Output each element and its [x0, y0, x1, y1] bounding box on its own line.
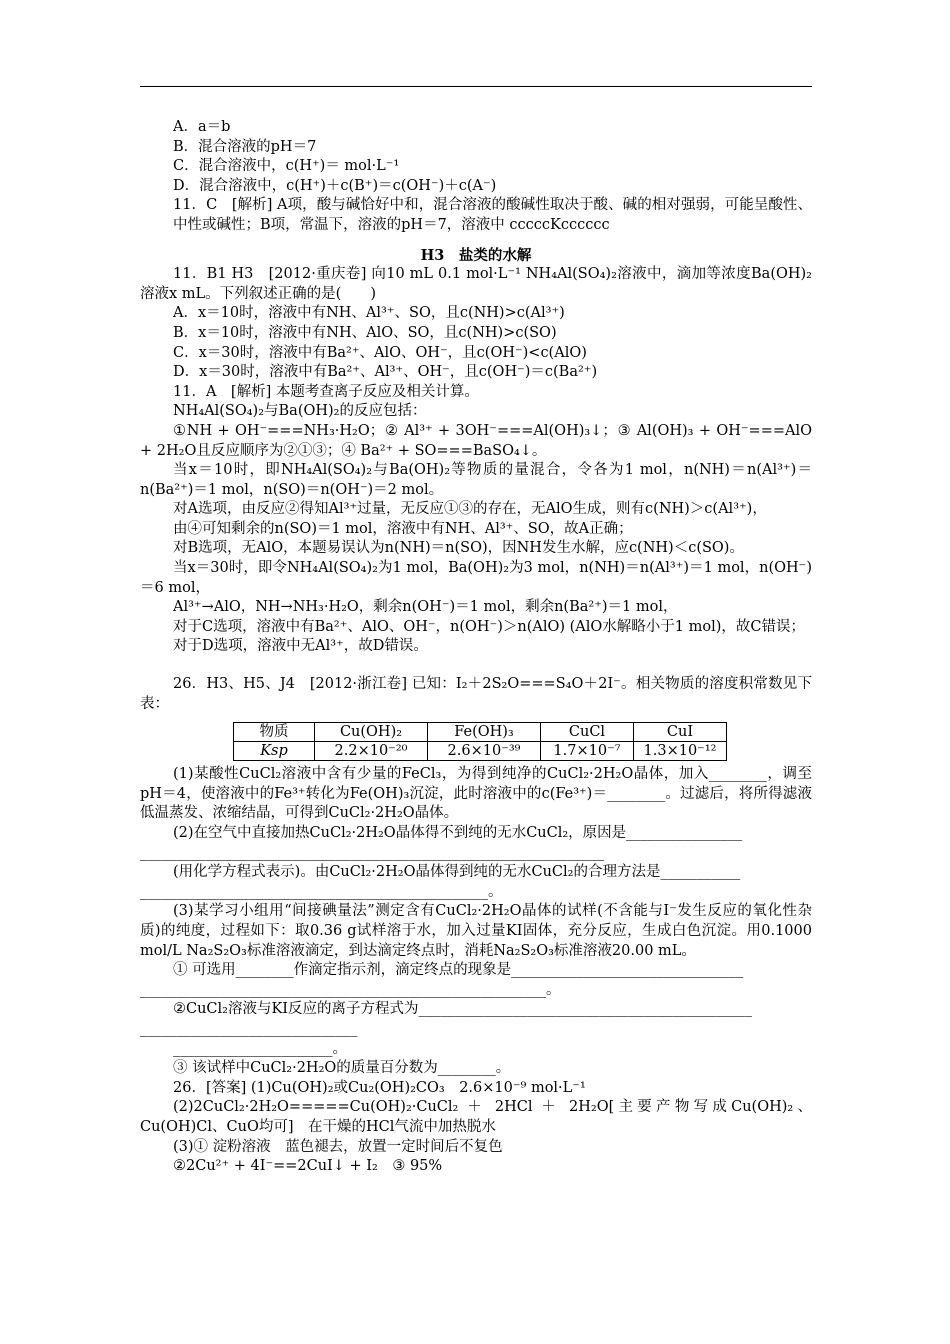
q26-blank-line: ________________________________________________________。: [140, 981, 561, 998]
q11-analysis-line: 当x＝10时，即NH₄Al(SO₄)₂与Ba(OH)₂等物质的量混合，令各为1 mol，n(NH)＝n(Al³⁺)＝n(Ba²⁺)＝1 mol，n(SO)＝n(OH⁻)＝2 mol。: [140, 462, 812, 498]
q11-analysis-line: 对A选项，由反应②得知Al³⁺过量，无反应①③的存在，无AlO生成，则有c(NH)＞c(Al³⁺)，: [173, 501, 767, 518]
q26-blank-line: ________________________________________________。: [140, 883, 503, 900]
answer-26-line: (2)2CuCl₂·2H₂O=====Cu(OH)₂·CuCl₂ ＋ 2HCl ＋ 2H₂O[主要产物写成Cu(OH)₂、Cu(OH)Cl、CuO均可] 在干燥的HCl气流中加热脱水: [140, 1099, 812, 1135]
answer-26-line: (3)① 淀粉溶液 蓝色褪去，放置一定时间后不复色: [173, 1138, 503, 1155]
document-body: [140, 118, 812, 1177]
table-header-cell: CuI: [634, 723, 727, 742]
table-header-row: [234, 723, 727, 742]
table-cell: 2.2×10⁻²⁰: [315, 742, 428, 761]
table-header-cell: Fe(OH)₃: [428, 723, 541, 742]
q11-analysis-line: 对于D选项，溶液中无Al³⁺，故D错误。: [173, 638, 428, 655]
q11-option-d: D．x＝30时，溶液中有Ba²⁺、Al³⁺、OH⁻，且c(OH⁻)＝c(Ba²⁺): [173, 364, 598, 381]
q26-part-3-1: ① 可选用________作滴定指示剂，滴定终点的现象是________________________________: [173, 962, 744, 979]
section-title: H3 盐类的水解: [420, 246, 532, 264]
table-cell: 1.3×10⁻¹²: [634, 742, 727, 761]
answer-26-line: ②2Cu²⁺ + 4I⁻==2CuI↓ + I₂ ③ 95%: [173, 1158, 443, 1175]
q11-analysis-line: 对B选项，无AlO，本题易误认为n(NH)＝n(SO)，因NH发生水解，应c(NH)＜c(SO)。: [173, 540, 744, 557]
table-cell: 2.6×10⁻³⁹: [428, 742, 541, 761]
option-b: B．混合溶液的pH＝7: [173, 138, 317, 155]
q11-analysis-line: 对于C选项，溶液中有Ba²⁺、AlO、OH⁻，n(OH⁻)＞n(AlO) (AlO水解略小于1 mol)，故C错误；: [173, 618, 805, 635]
ksp-table: [233, 722, 727, 761]
q26-blank-line: ______________________。: [173, 1040, 347, 1057]
table-cell: 1.7×10⁻⁷: [541, 742, 634, 761]
q26-blank-line: ________________________________________________________________: [140, 844, 604, 861]
q26-blank-line: ______________________________: [140, 1020, 358, 1037]
q11-analysis-line: ①NH + OH⁻===NH₃·H₂O；② Al³⁺ + 3OH⁻===Al(OH)₃↓；③ Al(OH)₃ + OH⁻===AlO + 2H₂O且反应顺序为②①③；④ Ba²⁺ + SO===BaSO₄↓。: [140, 422, 812, 459]
question-26-stem: 26．H3、H5、J4 [2012·浙江卷] 已知：I₂＋2S₂O===S₄O＋2I⁻。相关物质的溶度积常数见下表：: [140, 676, 812, 712]
option-a: A．a＝b: [173, 119, 231, 135]
header-rule: [140, 86, 812, 87]
q11-analysis-line: Al³⁺→AlO，NH→NH₃·H₂O，剩余n(OH⁻)＝1 mol，剩余n(Ba²⁺)＝1 mol，: [173, 599, 678, 616]
q11-option-b: B．x＝10时，溶液中有NH、AlO、SO，且c(NH)>c(SO): [173, 324, 557, 341]
q11-analysis-line: NH₄Al(SO₄)₂与Ba(OH)₂的反应包括：: [173, 403, 427, 420]
q11-option-c: C．x＝30时，溶液中有Ba²⁺、AlO、OH⁻，且c(OH⁻)<c(AlO): [173, 344, 587, 361]
q11-analysis-line: 由④可知剩余的n(SO)＝1 mol，溶液中有NH、Al³⁺、SO，故A正确；: [173, 520, 633, 537]
q26-part-2-method: (用化学方程式表示)。由CuCl₂·2H₂O晶体得到纯的无水CuCl₂的合理方法是___________: [173, 864, 741, 881]
q26-part-3-2: ②CuCl₂溶液与KI反应的离子方程式为______________________________________________: [173, 1001, 753, 1018]
table-header-cell: CuCl: [541, 723, 634, 742]
answer-11-analysis: 11．C [解析] A项，酸与碱恰好中和，混合溶液的酸碱性取决于酸、碱的相对强弱，可能呈酸性、中性或碱性；B项，常温下，溶液的pH＝7，溶液中 cccccKcccccc: [173, 197, 812, 233]
q26-part-2: (2)在空气中直接加热CuCl₂·2H₂O晶体得不到纯的无水CuCl₂，原因是________________: [173, 825, 743, 841]
q11-analysis-line: 11．A [解析] 本题考查离子反应及相关计算。: [173, 383, 479, 400]
q11-analysis-line: 当x＝30时，即令NH₄Al(SO₄)₂为1 mol，Ba(OH)₂为3 mol，n(NH)＝n(Al³⁺)＝1 mol，n(OH⁻)＝6 mol，: [140, 560, 812, 596]
q26-part-3: (3)某学习小组用“间接碘量法”测定含有CuCl₂·2H₂O晶体的试样(不含能与I⁻发生反应的氧化性杂质)的纯度，过程如下：取0.36 g试样溶于水，加入过量KI固体，充分反应，生成白色沉淀。用0.1000 mol/L Na₂S₂O₃标准溶液滴定，到达滴定终点时，消耗Na₂S₂O₃标准溶液20.00 mL。: [140, 903, 812, 959]
table-cell: Ksp: [234, 742, 315, 761]
question-11-stem: 11．B1 H3 [2012·重庆卷] 向10 mL 0.1 mol·L⁻¹ NH₄Al(SO₄)₂溶液中，滴加等浓度Ba(OH)₂溶液x mL。下列叙述正确的是( ): [140, 266, 812, 302]
q26-part-1: (1)某酸性CuCl₂溶液中含有少量的FeCl₃，为得到纯净的CuCl₂·2H₂O晶体，加入________，调至pH＝4，使溶液中的Fe³⁺转化为Fe(OH)₃沉淀，此时溶液中的c(Fe³⁺)＝________。过滤后，将所得滤液低温蒸发、浓缩结晶，可得到CuCl₂·2H₂O晶体。: [140, 766, 812, 822]
answer-26-line: 26．[答案] (1)Cu(OH)₂或Cu₂(OH)₂CO₃ 2.6×10⁻⁹ mol·L⁻¹: [173, 1079, 586, 1096]
q11-option-a: A．x＝10时，溶液中有NH、Al³⁺、SO，且c(NH)>c(Al³⁺): [173, 305, 565, 322]
q26-part-3-3: ③ 该试样中CuCl₂·2H₂O的质量百分数为________。: [173, 1060, 511, 1077]
table-header-cell: Cu(OH)₂: [315, 723, 428, 742]
table-row: [234, 742, 727, 761]
option-c: C．混合溶液中，c(H⁺)＝ mol·L⁻¹: [173, 158, 400, 175]
option-d: D．混合溶液中，c(H⁺)＋c(B⁺)＝c(OH⁻)＋c(A⁻): [173, 177, 497, 194]
table-header-cell: 物质: [234, 723, 315, 742]
